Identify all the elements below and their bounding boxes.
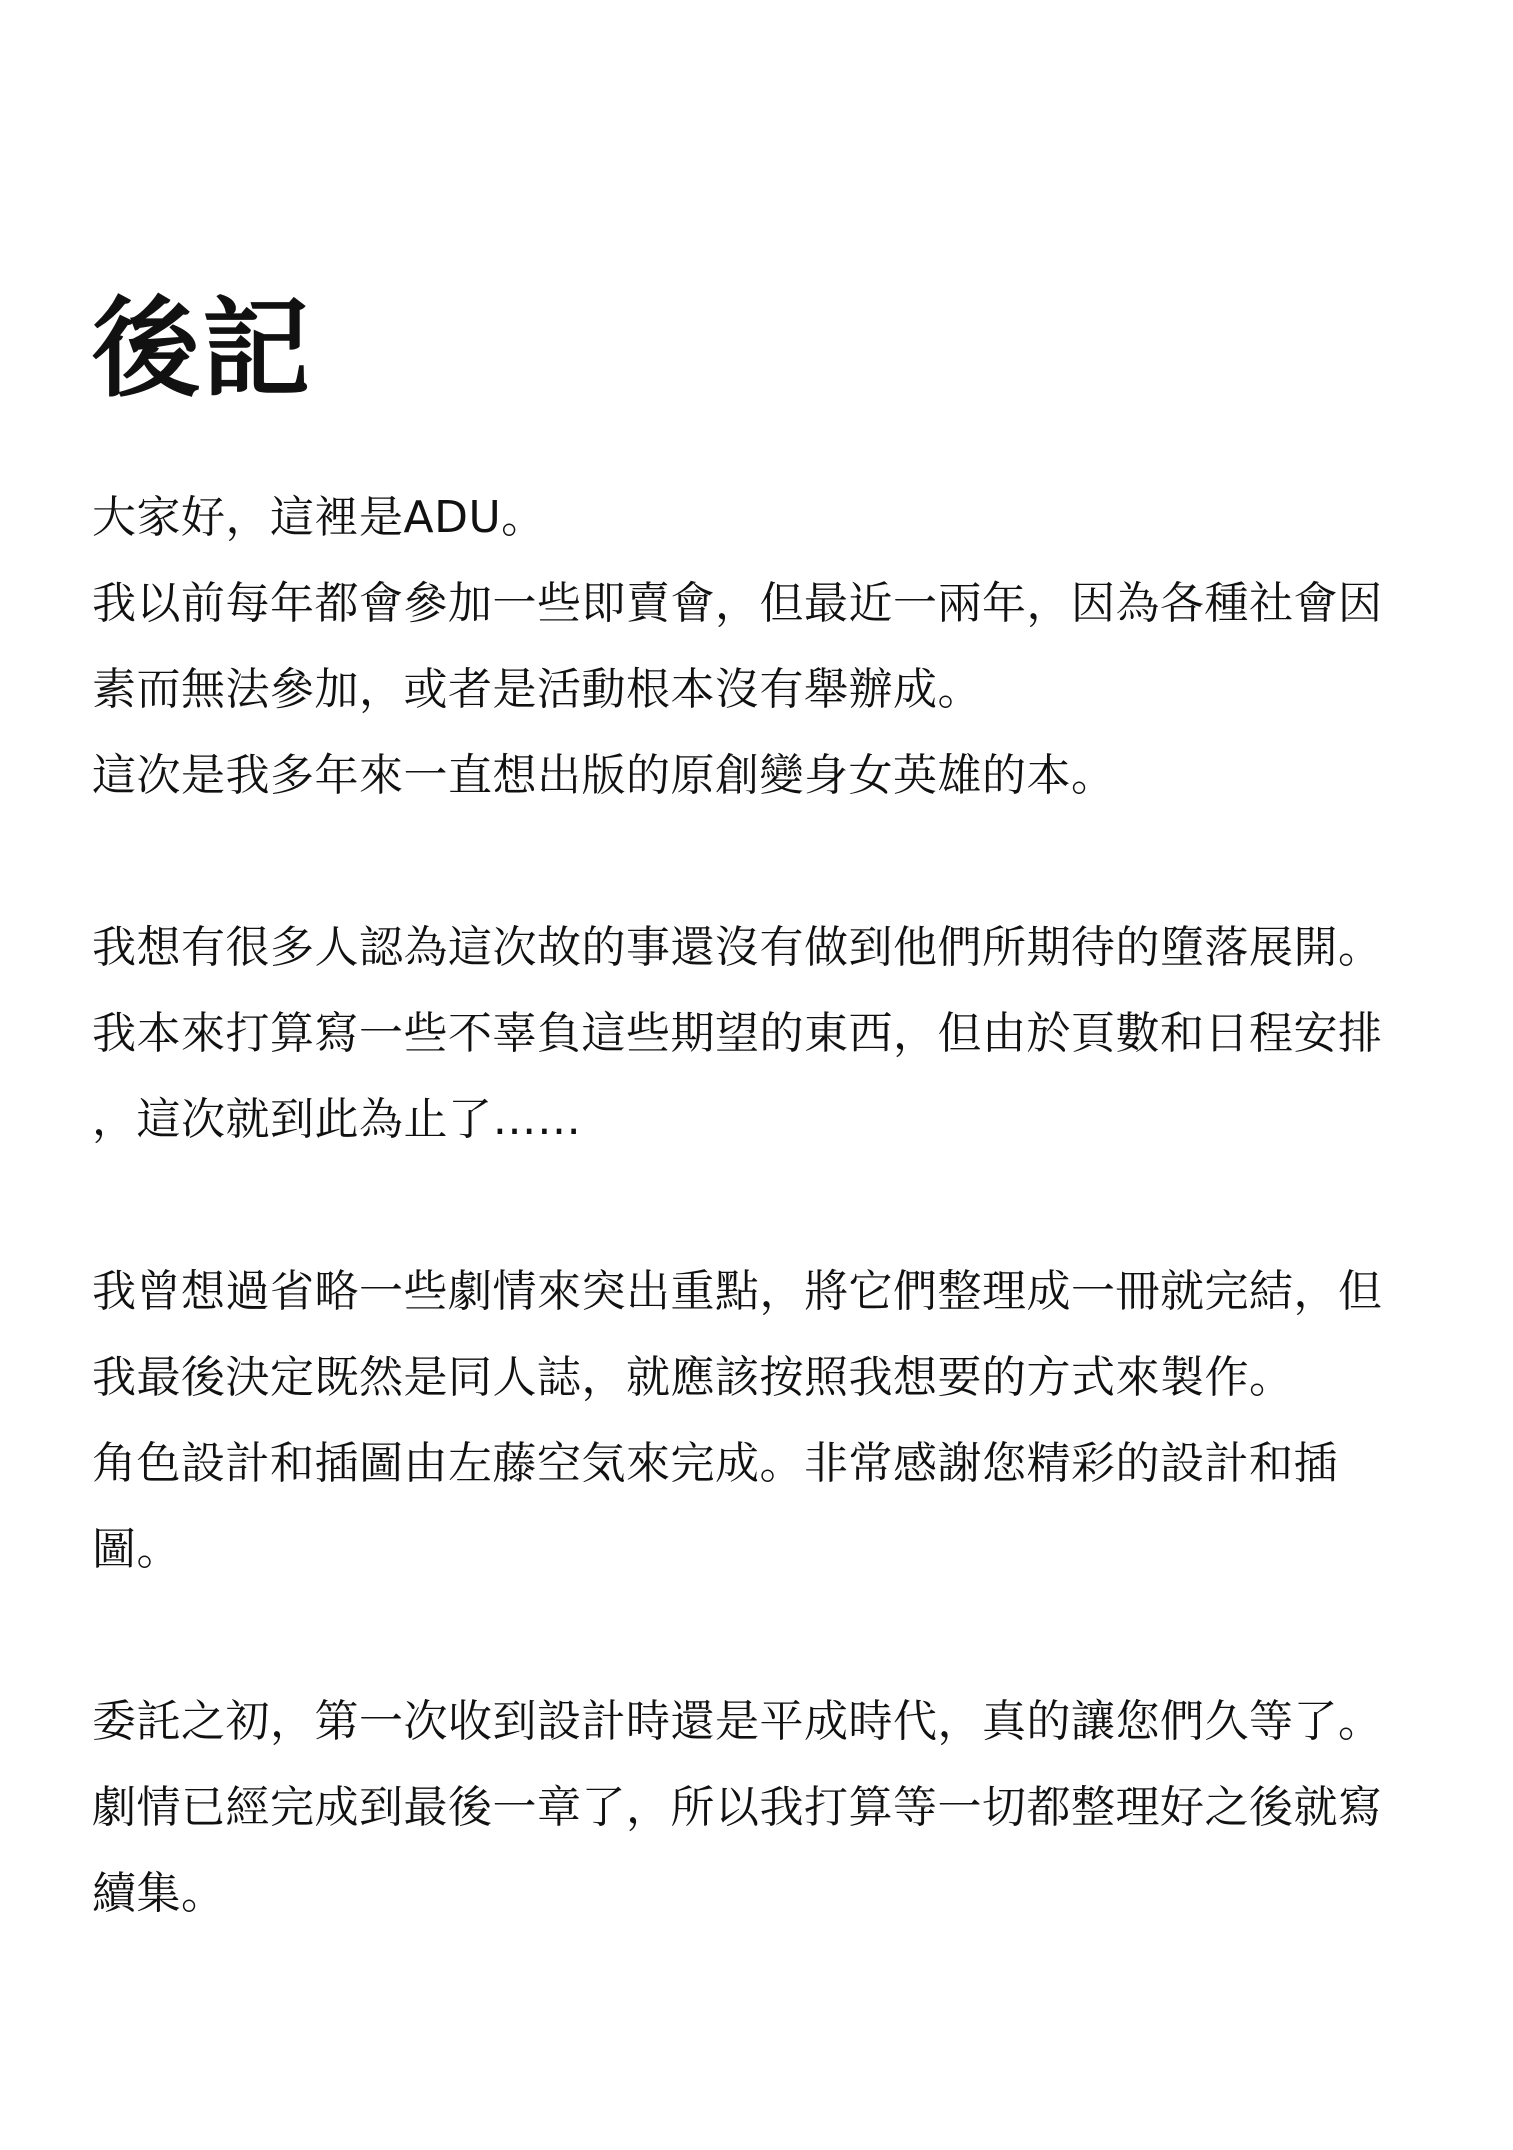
- page-title: 後記: [92, 287, 313, 412]
- text-line-3: 素而無法參加，或者是活動根本沒有舉辦成。: [92, 664, 982, 715]
- text-line-6: 我本來打算寫一些不辜負這些期望的東西，但由於頁數和日程安排: [92, 1008, 1383, 1059]
- text-line-8: 我曾想過省略一些劇情來突出重點，將它們整理成一冊就完結，但: [92, 1266, 1383, 1317]
- text-line-4: 這次是我多年來一直想出版的原創變身女英雄的本。: [92, 750, 1116, 801]
- paragraph-gap: [92, 1163, 1432, 1249]
- text-line-10: 角色設計和插圖由左藤空気來完成。非常感謝您精彩的設計和插: [92, 1438, 1338, 1489]
- text-line-12: 委託之初，第一次收到設計時還是平成時代，真的讓您們久等了。: [92, 1696, 1383, 1747]
- text-line-2: 我以前每年都會參加一些即賣會，但最近一兩年，因為各種社會因: [92, 578, 1383, 629]
- text-line-7: ，這次就到此為止了……: [92, 1094, 582, 1145]
- text-line-14: 續集。: [92, 1868, 226, 1919]
- text-line-5: 我想有很多人認為這次故的事還沒有做到他們所期待的墮落展開。: [92, 922, 1383, 973]
- paragraph-gap: [92, 819, 1432, 905]
- text-line-1: 大家好，這裡是ADU。: [92, 492, 546, 543]
- text-line-9: 我最後決定既然是同人誌，就應該按照我想要的方式來製作。: [92, 1352, 1294, 1403]
- paragraph-gap: [92, 1593, 1432, 1679]
- text-line-13: 劇情已經完成到最後一章了，所以我打算等一切都整理好之後就寫: [92, 1782, 1383, 1833]
- text-line-11: 圖。: [92, 1524, 181, 1575]
- afterword-body: [92, 475, 1432, 1937]
